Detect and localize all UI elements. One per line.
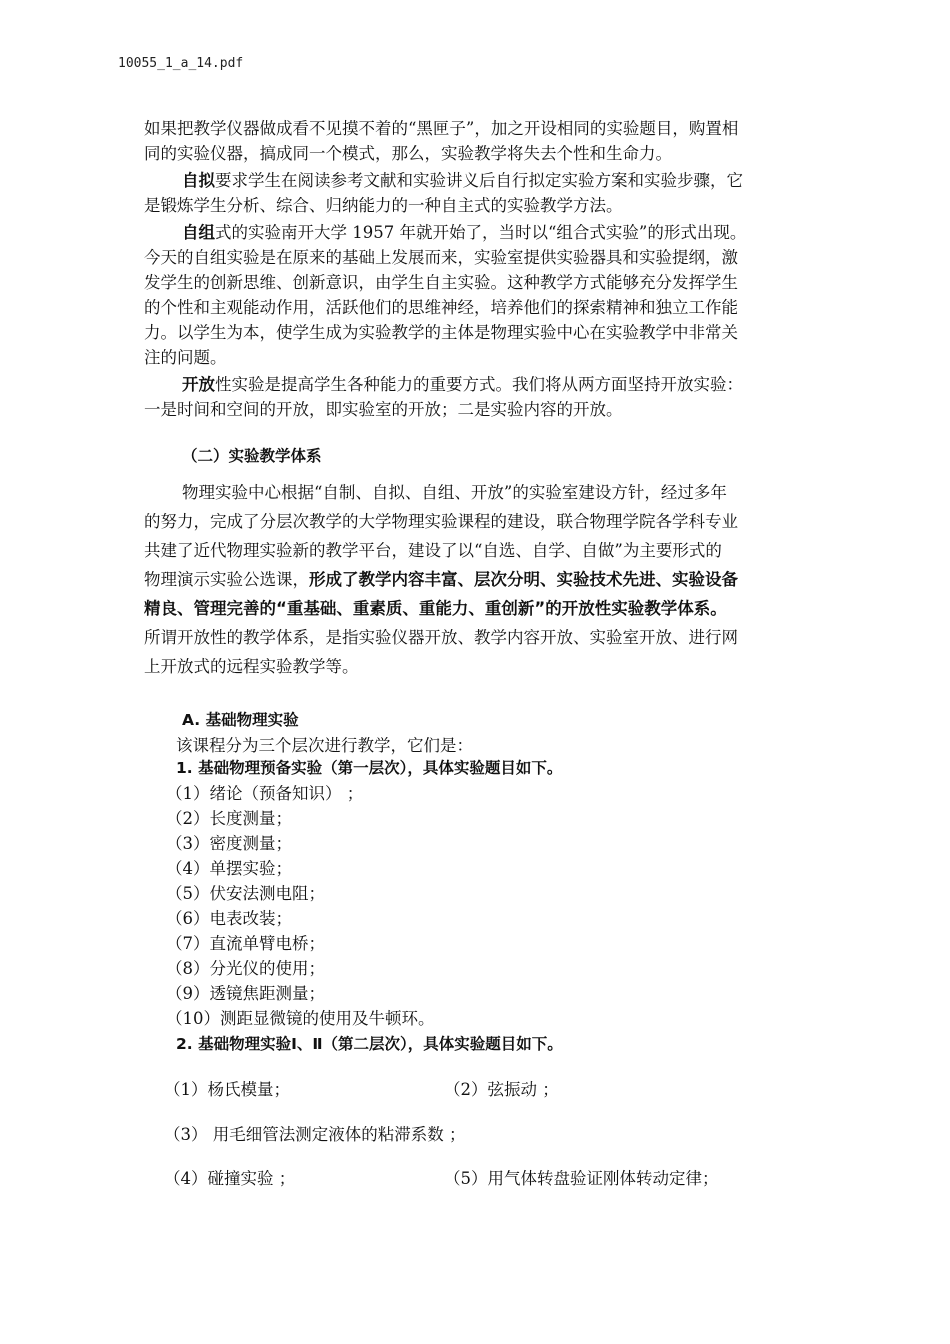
para3-line4: 的个性和主观能动作用，活跃他们的思维神经，培养他们的探索精神和独立工作能 [144, 298, 738, 317]
para2-line1 [182, 167, 743, 191]
para5-line3: 共建了近代物理实验新的教学平台，建设了以“自选、自学、自做”为主要形式的 [144, 541, 722, 560]
para5-line2: 的努力，完成了分层次教学的大学物理实验课程的建设，联合物理学院各学科专业 [144, 512, 738, 531]
para3-line2: 今天的自组实验是在原来的基础上发展而来，实验室提供实验器具和实验提纲，激 [144, 248, 738, 267]
para4-line1 [182, 371, 743, 395]
level1-item: （9）透镜焦距测量； [166, 984, 325, 1003]
para1-line2: 同的实验仪器，搞成同一个模式，那么，实验教学将失去个性和生命力。 [144, 144, 672, 163]
level1-item: （8）分光仪的使用； [166, 959, 325, 978]
para2-line1-text: 要求学生在阅读参考文献和实验讲义后自行拟定实验方案和实验步骤，它 [215, 171, 743, 190]
level1-item: （2）长度测量； [166, 809, 292, 828]
section-heading-a: A. 基础物理实验 [182, 711, 299, 729]
para2-line2: 是锻炼学生分析、综合、归纳能力的一种自主式的实验教学方法。 [144, 196, 623, 215]
level1-heading: 1. 基础物理预备实验（第一层次），具体实验题目如下。 [176, 759, 563, 777]
level1-item: （6）电表改装； [166, 909, 292, 928]
para3-line5: 力。以学生为本，使学生成为实验教学的主体是物理实验中心在实验教学中非常关 [144, 323, 738, 342]
sectiona-intro: 该课程分为三个层次进行教学，它们是： [176, 736, 473, 755]
level2-item-3: （3） 用毛细管法测定液体的粘滞系数 ； [164, 1125, 466, 1144]
term-zizu: 自组 [182, 223, 215, 242]
level1-item: （3）密度测量； [166, 834, 292, 853]
term-ziyi: 自拟 [182, 171, 215, 190]
level2-item-5: （5）用气体转盘验证刚体转动定律； [444, 1169, 719, 1188]
para3-line1-text: 式的实验南开大学 1957 年就开始了，当时以“组合式实验”的形式出现。 [215, 223, 747, 242]
para5-line7: 上开放式的远程实验教学等。 [144, 657, 359, 676]
document-filename: 10055_1_a_14.pdf [118, 56, 244, 71]
level1-item: （5）伏安法测电阻； [166, 884, 325, 903]
level1-item: （7）直流单臂电桥； [166, 934, 325, 953]
level1-item: （1）绪论（预备知识） ； [166, 784, 364, 803]
level2-item-4: （4）碰撞实验 ； [164, 1169, 296, 1188]
para5-line4-bold: 形成了教学内容丰富、层次分明、实验技术先进、实验设备 [309, 570, 738, 589]
section-heading-2: （二）实验教学体系 [182, 447, 322, 465]
level1-item: （10）测距显微镜的使用及牛顿环。 [166, 1009, 435, 1028]
para5-line6: 所谓开放性的教学体系，是指实验仪器开放、教学内容开放、实验室开放、进行网 [144, 628, 738, 647]
para3-line6: 注的问题。 [144, 348, 227, 367]
term-kaifang: 开放 [182, 375, 215, 394]
para5-line4 [144, 566, 738, 590]
para5-line4-text: 物理演示实验公选课， [144, 570, 309, 589]
para5-line5: 精良、管理完善的“重基础、重素质、重能力、重创新”的开放性实验教学体系。 [144, 599, 727, 618]
level2-item-1: （1）杨氏模量； [164, 1080, 290, 1099]
para3-line3: 发学生的创新思维、创新意识，由学生自主实验。这种教学方式能够充分发挥学生 [144, 273, 738, 292]
level2-item-2: （2）弦振动 ； [444, 1080, 559, 1099]
para5-line1: 物理实验中心根据“自制、自拟、自组、开放”的实验室建设方针，经过多年 [182, 483, 727, 502]
para3-line1 [182, 219, 746, 243]
para4-line2: 一是时间和空间的开放，即实验室的开放；二是实验内容的开放。 [144, 400, 623, 419]
para4-line1-text: 性实验是提高学生各种能力的重要方式。我们将从两方面坚持开放实验： [215, 375, 743, 394]
level1-item: （4）单摆实验； [166, 859, 292, 878]
para1-line1: 如果把教学仪器做成看不见摸不着的“黑匣子”，加之开设相同的实验题目，购置相 [144, 119, 739, 138]
level2-heading: 2. 基础物理实验Ⅰ、Ⅱ（第二层次），具体实验题目如下。 [176, 1035, 563, 1053]
